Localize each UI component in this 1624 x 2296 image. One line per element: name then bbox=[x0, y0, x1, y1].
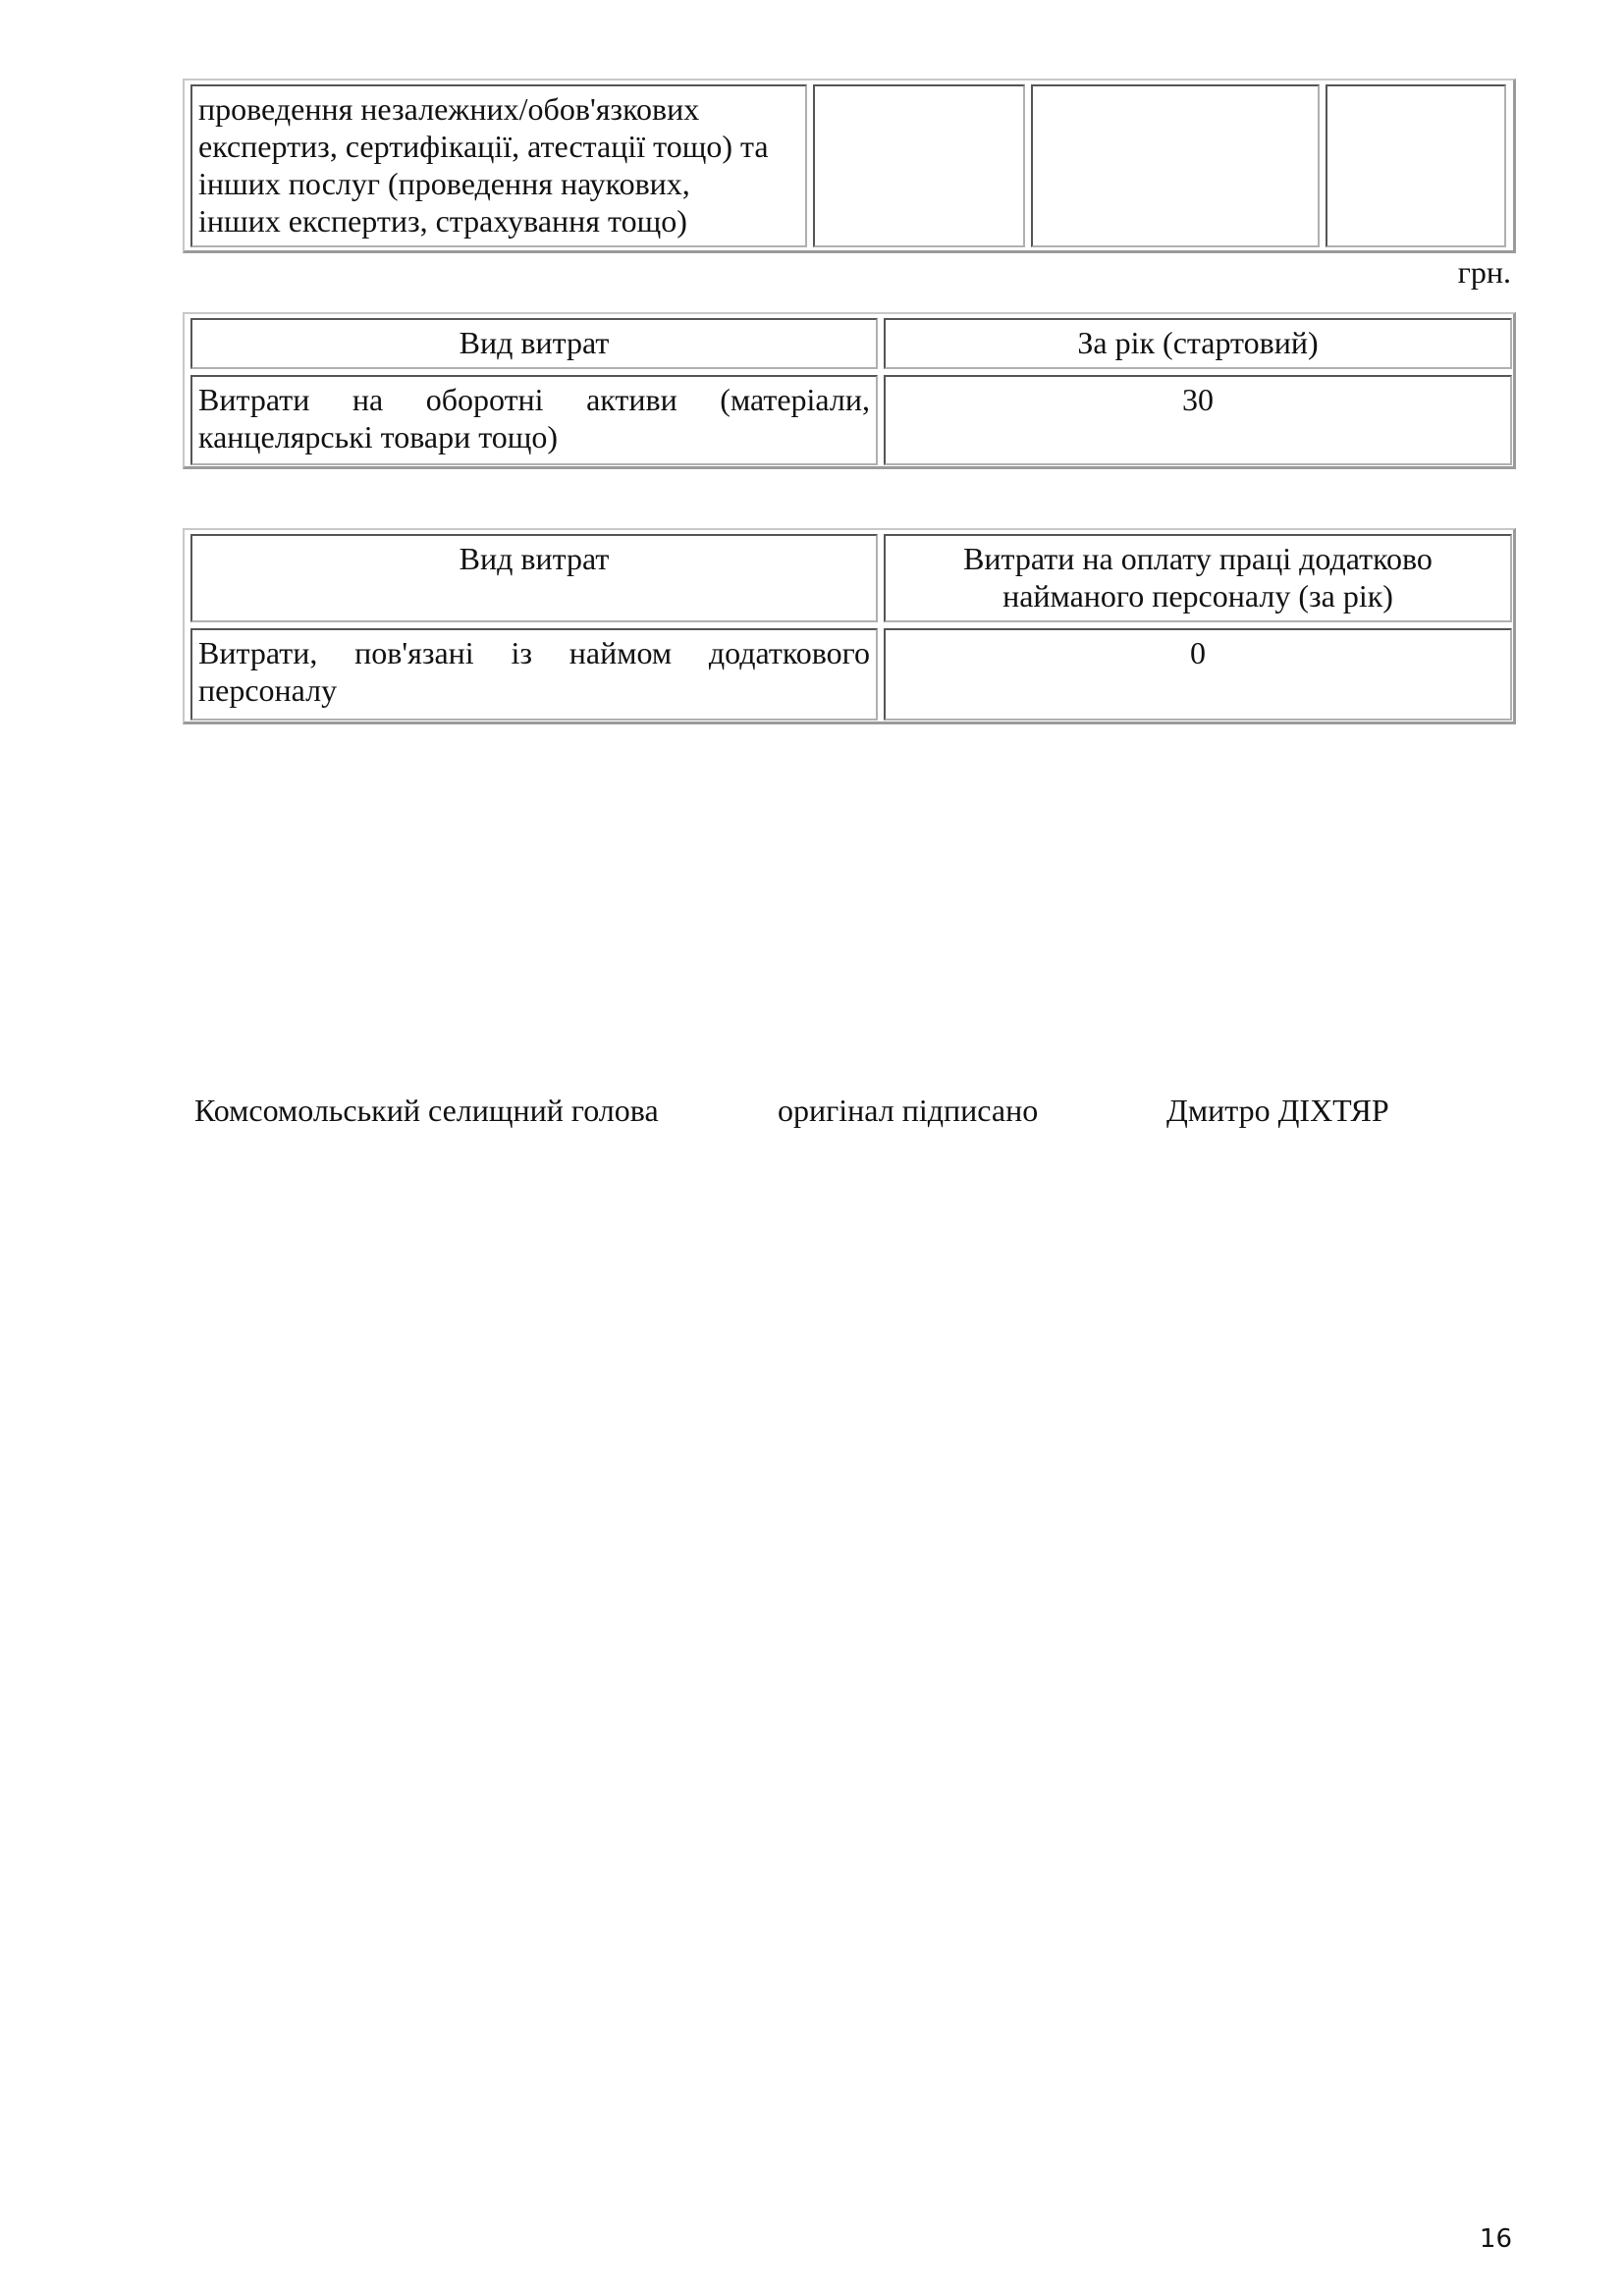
services-value-cell-3 bbox=[1031, 84, 1320, 247]
staff-row-line-2: персоналу bbox=[198, 672, 338, 708]
current-assets-row-value bbox=[884, 375, 1512, 465]
services-description-line-1: проведення незалежних/обов'язкових bbox=[198, 91, 700, 127]
services-value-cell-4 bbox=[1326, 84, 1506, 247]
services-description-line-3: інших послуг (проведення наукових, bbox=[198, 166, 690, 201]
services-value-cell-2 bbox=[813, 84, 1025, 247]
current-assets-header-type bbox=[190, 318, 878, 369]
staff-header-type-label: Вид витрат bbox=[459, 541, 610, 576]
signature-position: Комсомольський селищний голова bbox=[194, 1093, 659, 1128]
additional-staff-table bbox=[183, 528, 1516, 724]
current-assets-value: 30 bbox=[1182, 382, 1214, 417]
staff-row-value bbox=[884, 628, 1512, 721]
services-description-line-2: експертиз, сертифікації, атестації тощо) та bbox=[198, 129, 769, 164]
staff-header-salary-line-2: найманого персоналу (за рік) bbox=[1002, 578, 1393, 614]
current-assets-header-year bbox=[884, 318, 1512, 369]
page-number: 16 bbox=[1479, 2224, 1512, 2254]
current-assets-row-label bbox=[190, 375, 878, 465]
current-assets-row-line-1: Витрати на оборотні активи (матеріали, bbox=[198, 382, 870, 417]
currency-unit-label: грн. bbox=[1457, 254, 1511, 290]
services-description-cell bbox=[190, 84, 807, 247]
current-assets-row-line-2: канцелярські товари тощо) bbox=[198, 419, 559, 454]
staff-header-salary bbox=[884, 534, 1512, 622]
staff-header-type bbox=[190, 534, 878, 622]
current-assets-table bbox=[183, 312, 1516, 469]
staff-value: 0 bbox=[1190, 635, 1206, 670]
current-assets-header-year-label: За рік (стартовий) bbox=[1077, 325, 1319, 360]
services-description-line-4: інших експертиз, страхування тощо) bbox=[198, 203, 687, 239]
current-assets-header-type-label: Вид витрат bbox=[459, 325, 610, 360]
signature-status: оригінал підписано bbox=[778, 1093, 1039, 1128]
staff-row-label bbox=[190, 628, 878, 721]
staff-header-salary-line-1: Витрати на оплату праці додатково bbox=[963, 541, 1433, 576]
services-cost-table bbox=[183, 79, 1516, 253]
staff-row-line-1: Витрати, пов'язані із наймом додаткового bbox=[198, 635, 870, 670]
signature-name: Дмитро ДІХТЯР bbox=[1166, 1093, 1389, 1128]
